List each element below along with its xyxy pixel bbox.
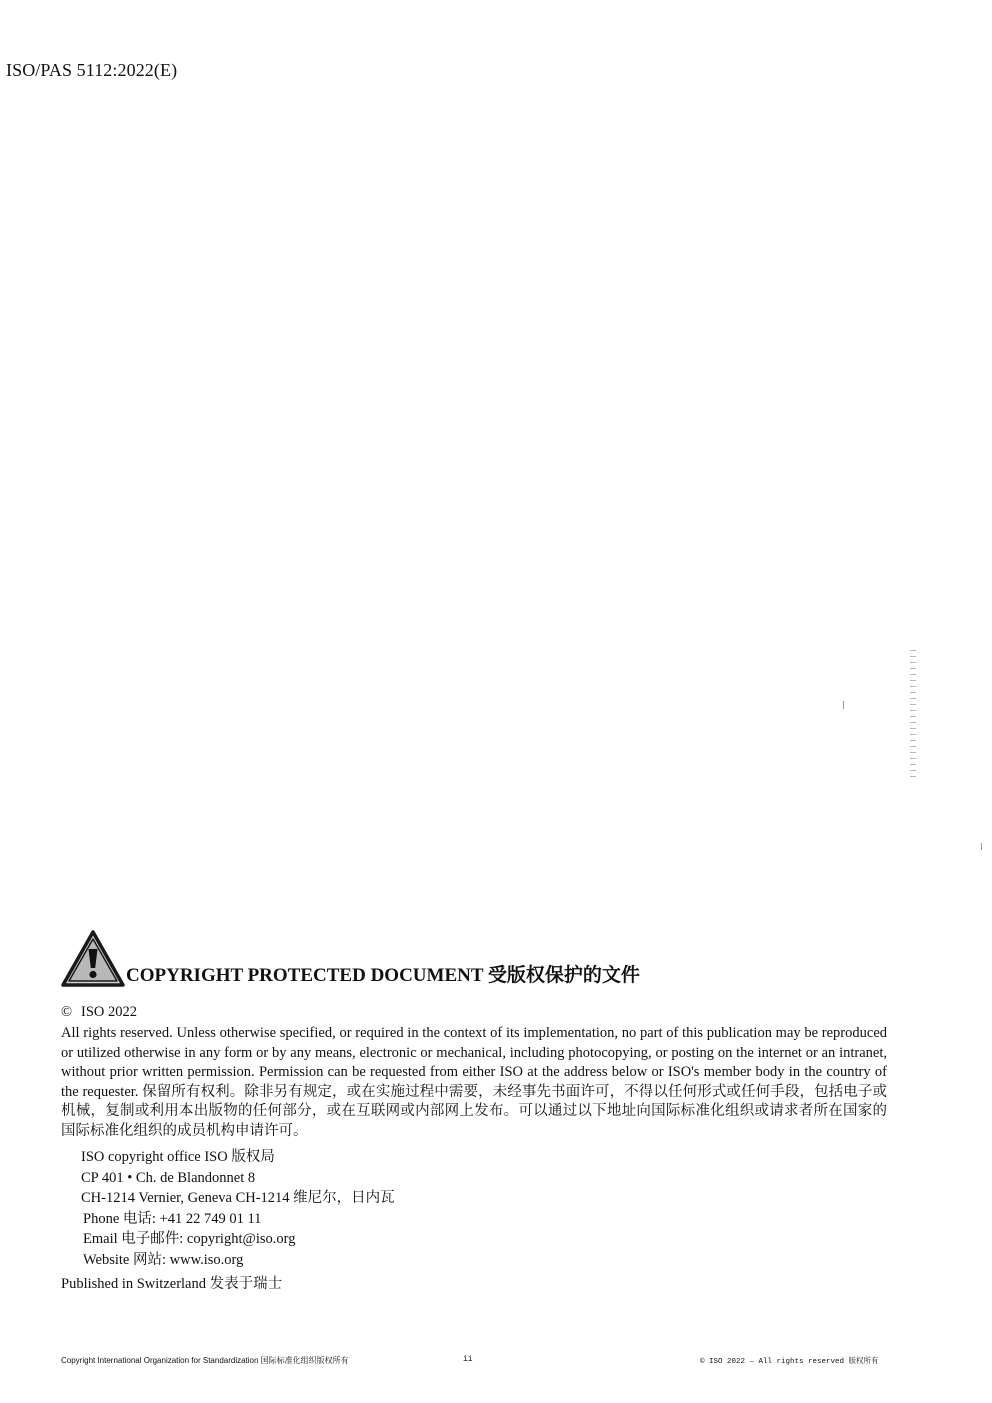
published-in: Published in Switzerland 发表于瑞士 xyxy=(61,1276,283,1292)
copyright-symbol: © xyxy=(61,1004,73,1020)
margin-marks xyxy=(910,650,916,780)
footer-copyright-owner: Copyright International Organization for Standardization 国际标准化组织版权所有 xyxy=(61,1356,349,1365)
city-address: CH-1214 Vernier, Geneva CH-1214 维尼尔，日内瓦 xyxy=(81,1190,395,1206)
copyright-heading: COPYRIGHT PROTECTED DOCUMENT 受版权保护的文件 xyxy=(126,965,640,986)
phone-number: Phone 电话: +41 22 749 01 11 xyxy=(83,1210,262,1227)
copyright-year-line xyxy=(61,1003,891,1021)
website-address: Website 网站: www.iso.org xyxy=(83,1251,244,1268)
page-number: ii xyxy=(463,1355,473,1364)
document-id: ISO/PAS 5112:2022(E) xyxy=(6,60,178,80)
email-address: Email 电子邮件: copyright@iso.org xyxy=(83,1231,296,1247)
footer-copyright-notice: © ISO 2022 – All rights reserved 版权所有 xyxy=(700,1358,879,1366)
office-name: ISO copyright office ISO 版权局 xyxy=(81,1149,275,1165)
copyright-heading-row xyxy=(61,926,891,988)
copyright-office-address xyxy=(81,1147,891,1270)
copyright-block xyxy=(61,926,891,1294)
rights-statement: All rights reserved. Unless otherwise specified, or required in the context of its implementation, no part of this publication may be reproduced or utilized otherwise in any form or by any means, electronic or mechanical, including photocopying, or posting on the internet or an intranet, without prior written permission. Permission can be requested from either ISO at the address below or ISO's member body in the country of the requester. 保留所有权利。除非另有规定，或在实施过程中需要，未经事先书面许可，不得以任何形式或任何手段，包括电子或机械，复制或利用本出版物的任何部分，或在互联网或内部网上发布。可以通过以下地址向国际标准化组织或请求者所在国家的国际标准化组织的成员机构申请许可。 xyxy=(61,1025,887,1139)
copyright-year: ISO 2022 xyxy=(81,1004,137,1020)
warning-triangle-icon xyxy=(61,930,125,988)
margin-tick xyxy=(843,701,844,709)
margin-tick xyxy=(981,843,982,850)
street-address: CP 401 • Ch. de Blandonnet 8 xyxy=(81,1169,256,1186)
